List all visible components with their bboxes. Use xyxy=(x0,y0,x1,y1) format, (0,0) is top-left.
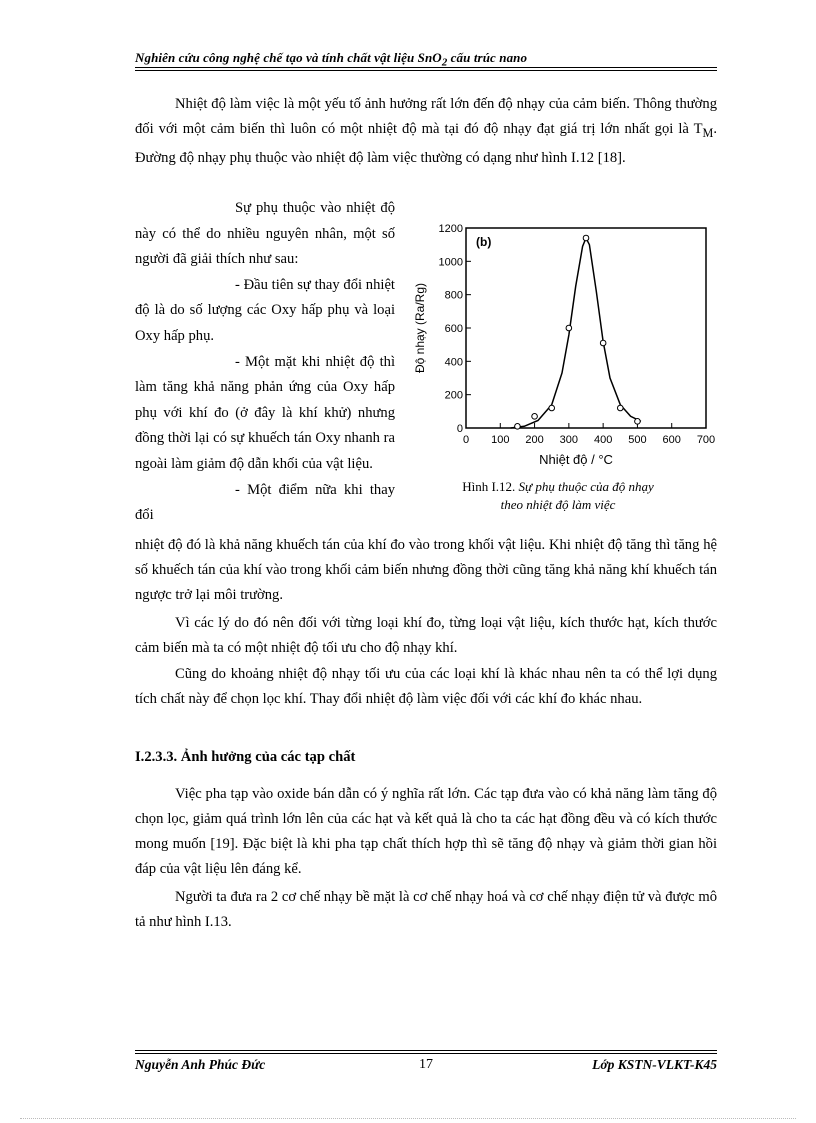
paragraph-selectivity: Cũng do khoảng nhiệt độ nhạy tối ưu của các loại khí là khác nhau nên ta có thể lợi dụng tích chất này để chọn lọc khí. Thay đổi nhiệt độ làm việc đối với các khí đo khác nhau. xyxy=(135,666,717,707)
x-tick-label: 200 xyxy=(525,434,544,446)
footer-author: Nguyễn Anh Phúc Đức xyxy=(135,1057,266,1072)
x-tick-label: 700 xyxy=(696,434,716,446)
left-column xyxy=(135,196,395,529)
data-point xyxy=(600,340,606,346)
left-column-p4: - Một điểm nữa khi thay đổi xyxy=(135,481,395,524)
x-tick-label: 0 xyxy=(462,434,470,446)
header-title-end: cấu trúc nano xyxy=(447,50,528,65)
page-bottom-border xyxy=(20,1118,796,1119)
caption-label: Hình I.12. xyxy=(462,479,516,494)
page-header xyxy=(135,50,717,69)
caption-text-2: theo nhiệt độ làm việc xyxy=(500,497,616,512)
y-tick-label: 1000 xyxy=(438,256,463,269)
x-tick-label: 300 xyxy=(559,434,579,446)
section-heading: I.2.3.3. Ảnh hưởng của các tạp chất xyxy=(135,749,356,765)
x-axis-label: Nhiệt độ / °C xyxy=(539,452,613,467)
left-column-p3: - Một mặt khi nhiệt độ thì làm tăng khả năng phản ứng của Oxy hấp phụ với khí đo (ở đây là khí khử) nhưng đồng thời lại có sự khuếch tán Oxy nhanh ra ngoài làm giảm độ dẫn khối của vật liệu. xyxy=(135,353,395,472)
paragraph-intro-text: Nhiệt độ làm việc là một yếu tố ảnh hưởng rất lớn đến độ nhạy của cảm biến. Thông thường đối với một cảm biến thì luôn có một nhiệt độ mà tại đó độ nhạy đạt giá trị lớn nhất gọi là T xyxy=(135,96,717,137)
paragraph-intro-text-end: . Đường độ nhạy phụ thuộc vào nhiệt độ làm việc thường có dạng như hình I.12 [18]. xyxy=(135,121,717,166)
y-tick-label: 800 xyxy=(444,289,463,302)
data-point xyxy=(566,325,572,331)
paragraph-mechanisms: Người ta đưa ra 2 cơ chế nhạy bề mặt là cơ chế nhạy hoá và cơ chế nhạy điện tử và được mô tả như hình I.13. xyxy=(135,889,717,930)
header-title: Nghiên cứu công nghệ chế tạo và tính chất vật liệu SnO xyxy=(135,50,442,65)
y-tick-label: 600 xyxy=(444,323,463,335)
data-point xyxy=(617,405,623,411)
caption-text-1: Sự phụ thuộc của độ nhạy xyxy=(518,479,654,494)
data-point xyxy=(532,414,538,420)
x-tick-label: 500 xyxy=(628,434,647,446)
left-column-p1: Sự phụ thuộc vào nhiệt độ này có thể do nhiều nguyên nhân, một số người đã giải thích như sau: xyxy=(135,200,395,268)
x-tick-label: 400 xyxy=(593,434,613,446)
y-tick-label: 0 xyxy=(456,423,463,435)
series-curve xyxy=(511,238,641,428)
chart-svg xyxy=(408,218,718,478)
paragraph-intro-subscript: M xyxy=(702,125,714,140)
header-rule xyxy=(135,67,717,68)
y-tick-label: 400 xyxy=(444,356,463,369)
paragraph-reasons: Vì các lý do đó nên đối với từng loại khí đo, từng loại vật liệu, kích thước hạt, kích thước cảm biến mà ta có một nhiệt độ tối ưu cho độ nhạy khí. xyxy=(135,615,717,656)
footer-rule xyxy=(135,1050,717,1051)
data-point xyxy=(515,424,521,430)
figure-caption xyxy=(408,478,708,514)
left-column-p2: - Đầu tiên sự thay đổi nhiệt độ là do số lượng các Oxy hấp phụ và loại Oxy hấp phụ. xyxy=(135,276,395,344)
x-tick-label: 100 xyxy=(491,434,510,446)
data-point xyxy=(635,419,641,425)
header-rule-2 xyxy=(135,70,717,71)
y-axis-label: Độ nhạy (Ra/Rg) xyxy=(413,282,427,374)
y-tick-label: 200 xyxy=(444,389,463,402)
figure-chart xyxy=(408,218,718,518)
data-point xyxy=(583,235,589,241)
plot-frame xyxy=(466,228,706,428)
footer-class: Lớp KSTN-VLKT-K45 xyxy=(592,1057,717,1072)
paragraph-diffusion: nhiệt độ đó là khả năng khuếch tán của khí đo vào trong khối vật liệu. Khi nhiệt độ tăng thì tăng hệ số khuếch tán của khí vào trong khối cảm biến nhưng đồng thời cũng tăng khả năng khí khuếch tán ngược trở lại môi trường. xyxy=(135,537,717,603)
paragraph-intro xyxy=(135,92,717,171)
page-number: 17 xyxy=(419,1057,433,1072)
header-subscript: 2 xyxy=(441,56,448,69)
paragraph-doping: Việc pha tạp vào oxide bán dẫn có ý nghĩa rất lớn. Các tạp đưa vào có khả năng làm tăng độ chọn lọc, giảm quá trình lớn lên của các hạt và kết quả là cho ta các hạt đồng đều và có kích thước mong muốn [19]. Đặc biệt là khi pha tạp chất thích hợp thì sẽ tăng độ nhạy và giảm thời gian hồi đáp của vật liệu lên đáng kể. xyxy=(135,786,717,877)
x-tick-label: 600 xyxy=(662,434,681,446)
y-tick-label: 1200 xyxy=(438,223,463,235)
footer-rule-2 xyxy=(135,1053,717,1054)
chart-title: (b) xyxy=(476,235,492,249)
data-point xyxy=(549,405,555,411)
